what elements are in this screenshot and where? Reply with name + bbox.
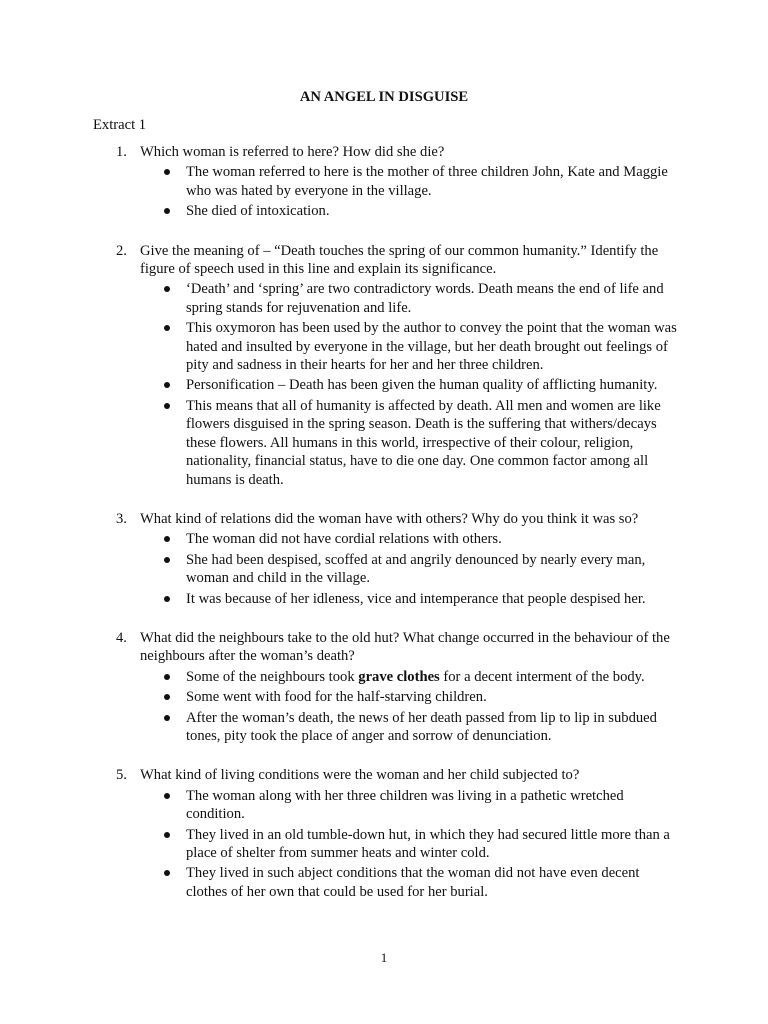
answer-bullet [140,530,680,548]
answer-bullet [140,280,680,317]
question-number: 2. [116,242,127,259]
answer-text: She died of intoxication. [186,203,330,220]
answer-bold-text: grave clothes [358,668,440,685]
answer-bullet [140,551,680,588]
answer-bullet [140,202,680,220]
question-item [0,242,680,489]
answer-text: It was because of her idleness, vice and intemperance that people despised her. [186,590,646,607]
answer-text: The woman did not have cordial relations with others. [186,531,502,548]
question-item [0,143,680,221]
answer-bullet [140,787,680,824]
answer-text: This oxymoron has been used by the author to convey the point that the woman was hated and insulted by everyone in the village, but her death brought out feelings of pity and sadness in their hearts for her and her three children. [186,320,677,374]
answer-bullet [140,826,680,863]
answer-bullet [140,319,680,374]
answer-text: ‘Death’ and ‘spring’ are two contradictory words. Death means the end of life and spring stands for rejuvenation and life. [186,281,664,316]
answer-bullet [140,864,680,901]
answer-text: for a decent interment of the body. [439,668,645,685]
question-list [0,143,768,922]
answer-text: After the woman’s death, the news of her death passed from lip to lip in subdued tones, pity took the place of anger and sorrow of denunciation. [186,709,657,744]
answer-text: The woman along with her three children was living in a pathetic wretched condition. [186,787,624,823]
question-text: What did the neighbours take to the old hut? What change occurred in the behaviour of the neighbours after the woman’s death? [140,629,670,665]
answer-text: She had been despised, scoffed at and angrily denounced by nearly every man, woman and child in the village. [186,551,646,587]
answer-bullet [140,376,680,394]
answer-bullet [140,709,680,746]
extract-heading: Extract 1 [93,117,147,133]
answer-text: The woman referred to here is the mother of three children John, Kate and Maggie who was hated by everyone in the village. [186,164,668,199]
answer-list [140,787,680,901]
answer-list [140,280,680,488]
page-number: 1 [380,950,388,965]
answer-bullet [140,688,680,706]
question-item [0,629,680,745]
answer-list [140,530,680,608]
answer-bullet [140,590,680,608]
document-title: AN ANGEL IN DISGUISE [299,89,469,105]
question-number: 1. [116,144,127,160]
answer-text: Personification – Death has been given the human quality of afflicting humanity. [186,377,658,394]
question-number: 4. [116,629,127,646]
answer-bullet [140,668,680,686]
question-text: What kind of relations did the woman have with others? Why do you think it was so? [140,510,639,527]
question-text: What kind of living conditions were the woman and her child subjected to? [140,767,580,784]
answer-text: Some went with food for the half-starving children. [186,689,487,706]
question-item [0,766,680,901]
question-item [0,510,680,608]
answer-list [140,668,680,746]
answer-list [140,163,680,220]
answer-text: They lived in an old tumble-down hut, in which they had secured little more than a place of shelter from summer heats and winter cold. [186,826,670,861]
answer-text: Some of the neighbours took [186,668,359,685]
answer-text: This means that all of humanity is affected by death. All men and women are like flowers disguised in the spring season. Death is the suffering that withers/decays these flowers. All humans in this world, irrespective of their colour, religion, nationality, financial status, have to die one day. One common factor among all humans is death. [186,397,661,488]
answer-bullet [140,163,680,200]
answer-text: They lived in such abject conditions that the woman did not have even decent clothes of her own that could be used for her burial. [186,865,640,900]
answer-bullet [140,397,680,489]
question-text: Give the meaning of – “Death touches the spring of our common humanity.” Identify the figure of speech used in this line and explain its significance. [140,242,659,278]
question-number: 3. [116,510,127,527]
question-number: 5. [116,767,127,784]
question-text: Which woman is referred to here? How did she die? [140,144,445,160]
